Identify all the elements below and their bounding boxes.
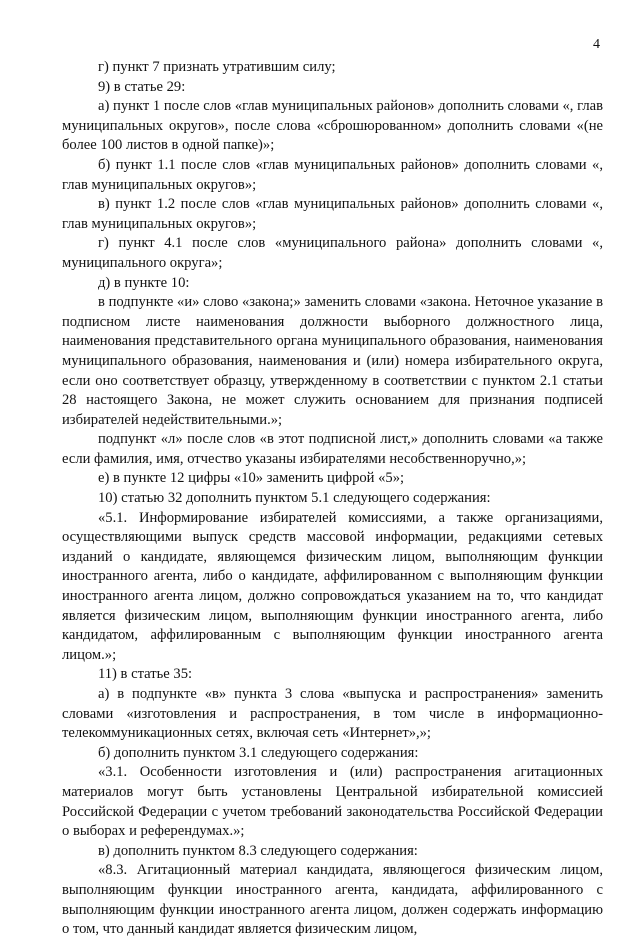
paragraph: «8.3. Агитационный материал кандидата, являющегося физическим лицом, выполняющим функции иностранного агента, кандидата, аффилированного с выполняющим функции иностранного агента лицом, должен содержать информацию о том, что данный кандидат является физическим лицом, (62, 862, 603, 938)
paragraph: 11) в статье 35: (98, 666, 193, 683)
paragraph: «5.1. Информирование избирателей комиссиями, а также организациями, осуществляющими выпуск средств массовой информации, редакциями сетевых изданий о кандидате, являющемся физическим лицом, выполняющим функции иностранного агента, либо о кандидате, аффилированном с выполняющим функции иностранного агента лицом, должно сопровождаться указанием на то, что кандидат является физическим лицом, выполняющим функции иностранного агента, либо кандидатом, аффилированным с выполняющим функции иностранного агента лицом.»; (62, 509, 603, 663)
paragraph: а) в подпункте «в» пункта 3 слова «выпуска и распространения» заменить словами «изготовления и распространения, в том числе в информационно-телекоммуникационных сетях, включая сеть «Интернет»,»; (62, 686, 603, 742)
paragraph: «3.1. Особенности изготовления и (или) распространения агитационных материалов могут быть установлены Центральной избирательной комиссией Российской Федерации с учетом требований законодательства Российской Федерации о выборах и референдумах.»; (62, 764, 603, 840)
paragraph: а) пункт 1 после слов «глав муниципальных районов» дополнить словами «, глав муниципальных округов», после слова «сброшюрованном» дополнить словами «(не более 100 листов в одной папке)»; (62, 98, 603, 154)
page-number: 4 (593, 37, 600, 52)
paragraph: подпункт «л» после слов «в этот подписной лист,» дополнить словами «а также если фамилия, имя, отчество указаны избирателями несобственноручно,»; (62, 431, 603, 467)
paragraph: б) дополнить пунктом 3.1 следующего содержания: (98, 744, 419, 761)
paragraph: б) пункт 1.1 после слов «глав муниципальных районов» дополнить словами «, глав муниципальных округов»; (62, 156, 603, 193)
document-body (62, 58, 603, 940)
paragraph: в подпункте «и» слово «закона;» заменить словами «закона. Неточное указание в подписном листе наименования должности выборного должностного лица, наименования представительного органа муниципального образования, наименования муниципального образования, наименования и (или) номера избирательного округа, если оно соответствует образцу, утвержденному в соответствии с пунктом 2.1 статьи 28 настоящего Закона, не может служить основанием для признания подписей избирателей недействительными.»; (62, 294, 603, 428)
paragraph: г) пункт 7 признать утратившим силу; (98, 59, 336, 75)
paragraph: в) дополнить пунктом 8.3 следующего содержания: (98, 842, 418, 859)
paragraph: е) в пункте 12 цифры «10» заменить цифрой «5»; (98, 470, 405, 487)
paragraph: г) пункт 4.1 после слов «муниципального района» дополнить словами «, муниципального округа»; (62, 235, 603, 271)
paragraph: 10) статью 32 дополнить пунктом 5.1 следующего содержания: (98, 490, 491, 507)
paragraph: 9) в статье 29: (98, 78, 186, 95)
paragraph: в) пункт 1.2 после слов «глав муниципальных районов» дополнить словами «, глав муниципальных округов»; (62, 196, 603, 232)
paragraph: д) в пункте 10: (98, 274, 190, 291)
